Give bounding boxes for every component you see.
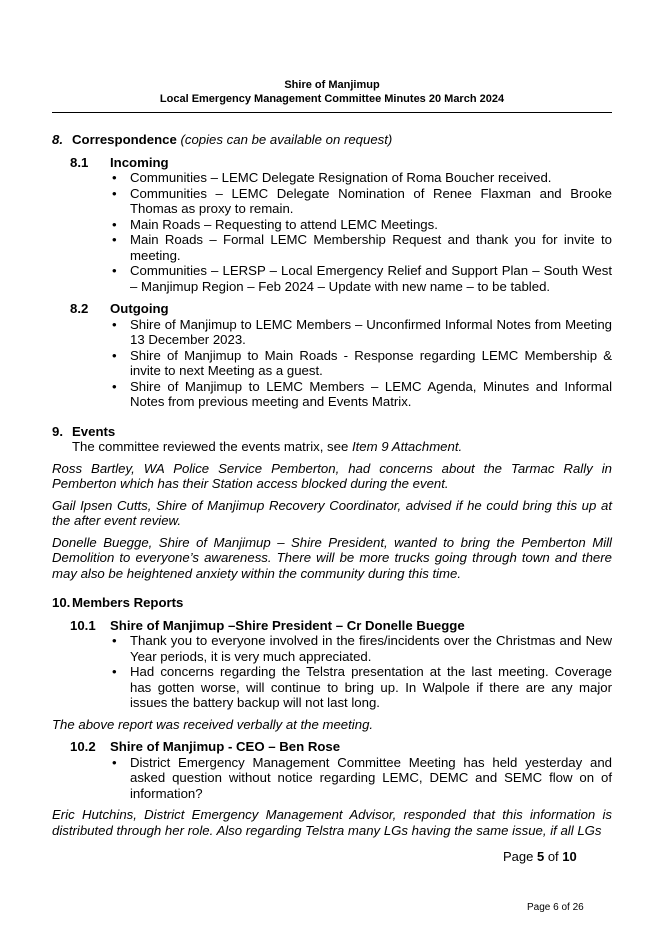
section-events (52, 424, 612, 582)
list-item: • Had concerns regarding the Telstra presentation at the last meeting. Coverage has gotten worse, will continue to bring up. In Walpole if there are any major issues the battery backup will not last long. (130, 664, 612, 711)
list-item: • District Emergency Management Committee Meeting has held yesterday and asked question without notice regarding LEMC, DEMC and SEMC flow on of information? (130, 755, 612, 802)
subsection-8-1-title: Incoming (110, 154, 169, 170)
section-9-paragraph: Gail Ipsen Cutts, Shire of Manjimup Recovery Coordinator, advised if he could bring this up at the after event review. (52, 497, 612, 528)
subsection-8-2-title: Outgoing (110, 301, 169, 316)
section-9-intro-ref: Item 9 Attachment. (351, 439, 463, 454)
section-9-paragraph: Ross Bartley, WA Police Service Pemberton, had concerns about the Tarmac Rally in Pemberton which has their Station access blocked during the event. (52, 460, 612, 491)
spacer (52, 581, 612, 595)
subsection-outgoing-heading (70, 301, 612, 317)
report-10-1-note: The above report was received verbally at the meeting. (52, 716, 374, 732)
section-10-heading (52, 595, 612, 611)
report-10-1-title: Shire of Manjimup –Shire President – Cr Donelle Buegge (110, 617, 465, 633)
report-10-2-list (52, 755, 612, 802)
spacer (52, 410, 612, 424)
page-number-label: Page (503, 849, 537, 864)
list-item: • Main Roads – Formal LEMC Membership Request and thank you for invite to meeting. (130, 232, 612, 263)
section-8-title: Correspondence (72, 132, 177, 147)
section-8-number: 8. (52, 132, 63, 147)
page-number (503, 849, 577, 864)
section-9-paragraph: Donelle Buegge, Shire of Manjimup – Shire President, wanted to bring the Pemberton Mill Demolition to everyone’s awareness. There will be more trucks going through town and there may also be heightened anxiety within the community during this time. (52, 534, 612, 581)
list-item: • Communities – LEMC Delegate Resignation of Roma Boucher received. (130, 170, 612, 186)
section-correspondence (52, 132, 612, 410)
section-10-title: Members Reports (72, 595, 184, 610)
document-body (52, 132, 612, 838)
report-10-2-number: 10.2 (70, 739, 96, 754)
section-10-number: 10. (52, 595, 71, 610)
section-9-heading (52, 424, 612, 440)
page-number-total: 10 (562, 849, 577, 864)
section-9-intro (72, 439, 612, 455)
report-10-1-number: 10.1 (70, 617, 96, 633)
section-8-heading (52, 132, 612, 148)
report-10-2-title: Shire of Manjimup - CEO – Ben Rose (110, 739, 341, 754)
section-members-reports (52, 595, 612, 838)
section-9-number: 9. (52, 423, 63, 439)
page-number-current: 5 (536, 849, 545, 864)
list-item: • Shire of Manjimup to Main Roads - Response regarding LEMC Membership & invite to next Meeting as a guest. (130, 348, 612, 379)
section-9-title: Events (72, 423, 116, 439)
incoming-list (52, 170, 612, 294)
list-item: • Main Roads – Requesting to attend LEMC Meetings. (130, 217, 612, 233)
list-item: • Communities – LERSP – Local Emergency Relief and Support Plan – South West – Manjimup Region – Feb 2024 – Update with new name – to be tabled. (130, 263, 612, 294)
section-9-intro-text: The committee reviewed the events matrix, see (72, 439, 352, 454)
subsection-incoming-heading (70, 155, 612, 171)
header-divider (52, 112, 612, 113)
report-10-2-heading (70, 739, 612, 755)
list-item: • Shire of Manjimup to LEMC Members – LEMC Agenda, Minutes and Informal Notes from previous meeting and Events Matrix. (130, 379, 612, 410)
report-10-1-list (52, 633, 612, 711)
page-number-of: of (544, 849, 563, 864)
header-document-title: Local Emergency Management Committee Minutes 20 March 2024 (159, 93, 505, 105)
subsection-8-1-number: 8.1 (70, 154, 89, 170)
section-8-note: (copies can be available on request) (176, 132, 393, 147)
header-block (52, 78, 612, 106)
subsection-8-2-number: 8.2 (70, 301, 89, 316)
report-10-1-heading (70, 618, 612, 634)
list-item: • Communities – LEMC Delegate Nomination of Renee Flaxman and Brooke Thomas as proxy to remain. (130, 186, 612, 217)
document-page-indicator: Page 6 of 26 (527, 902, 584, 913)
outgoing-list (52, 317, 612, 410)
header-organisation: Shire of Manjimup (284, 79, 380, 91)
report-10-2-note: Eric Hutchins, District Emergency Management Advisor, responded that this information is distributed through her role. Also regarding Telstra many LGs having the same issue, if all LGs (52, 807, 612, 838)
list-item: • Thank you to everyone involved in the fires/incidents over the Christmas and New Year periods, it is very much appreciated. (130, 633, 612, 664)
list-item: • Shire of Manjimup to LEMC Members – Unconfirmed Informal Notes from Meeting 13 December 2023. (130, 317, 612, 348)
